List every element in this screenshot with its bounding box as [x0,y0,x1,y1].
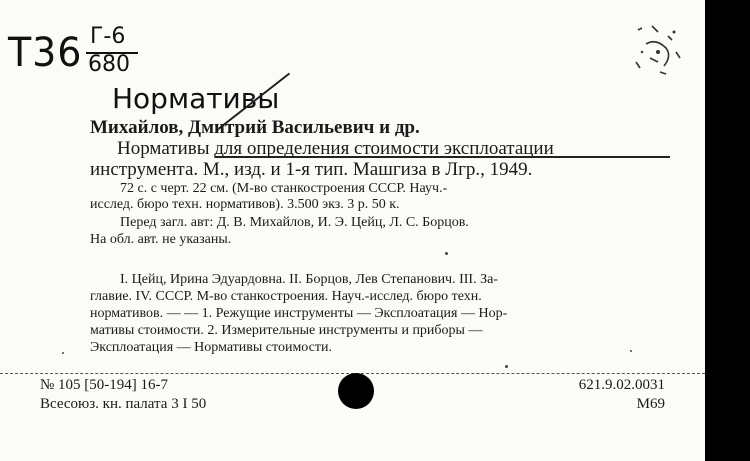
entry-title-line-1: Нормативы для определения стоимости эксплоатации [117,138,554,159]
entry-physical-line-1: 72 с. с черт. 22 см. (М-во станкостроения СССР. Науч.- [120,181,448,196]
speck [630,350,632,352]
entry-note-line-2: На обл. авт. не указаны. [90,232,232,247]
speck [445,252,448,255]
footer-author-mark: М69 [636,396,665,412]
shelf-mark-bottom: 680 [88,52,130,77]
footer-number: № 105 [50-194] 16-7 [40,377,169,393]
speck [62,352,64,354]
shelf-mark-main: Т36 [8,30,83,76]
entry-note-line-1: Перед загл. авт: Д. В. Михайлов, И. Э. Цейц, Л. С. Борцов. [120,215,469,230]
tracing-line: I. Цейц, Ирина Эдуардовна. II. Борцов, Лев Степанович. III. За- [120,272,498,287]
entry-title-line-2: инструмента. М., изд. и 1-я тип. Машгиза в Лгр., 1949. [90,159,533,180]
footer-chamber: Всесоюз. кн. палата 3 I 50 [40,396,207,412]
punch-hole [338,373,374,409]
footer-classification: 621.9.02.0031 [578,377,665,393]
ink-stamp-icon [628,22,688,80]
tracing-line: главие. IV. СССР. М-во станкостроения. Науч.-исслед. бюро техн. [90,289,482,304]
tracing-line: мативы стоимости. 2. Измерительные инструменты и приборы — [90,323,483,338]
tracing-line: Эксплоатация — Нормативы стоимости. [90,340,332,355]
tracing-line: нормативов. — — 1. Режущие инструменты — Эксплоатация — Нор- [90,306,508,321]
scan-border [705,0,750,461]
entry-author: Михайлов, Дмитрий Васильевич и др. [90,117,420,138]
shelf-mark-top: Г-6 [90,24,126,49]
subject-handwritten: Нормативы [112,82,280,115]
entry-physical-line-2: исслед. бюро техн. нормативов). 3.500 экз. 3 р. 50 к. [90,197,400,212]
speck [505,365,508,368]
